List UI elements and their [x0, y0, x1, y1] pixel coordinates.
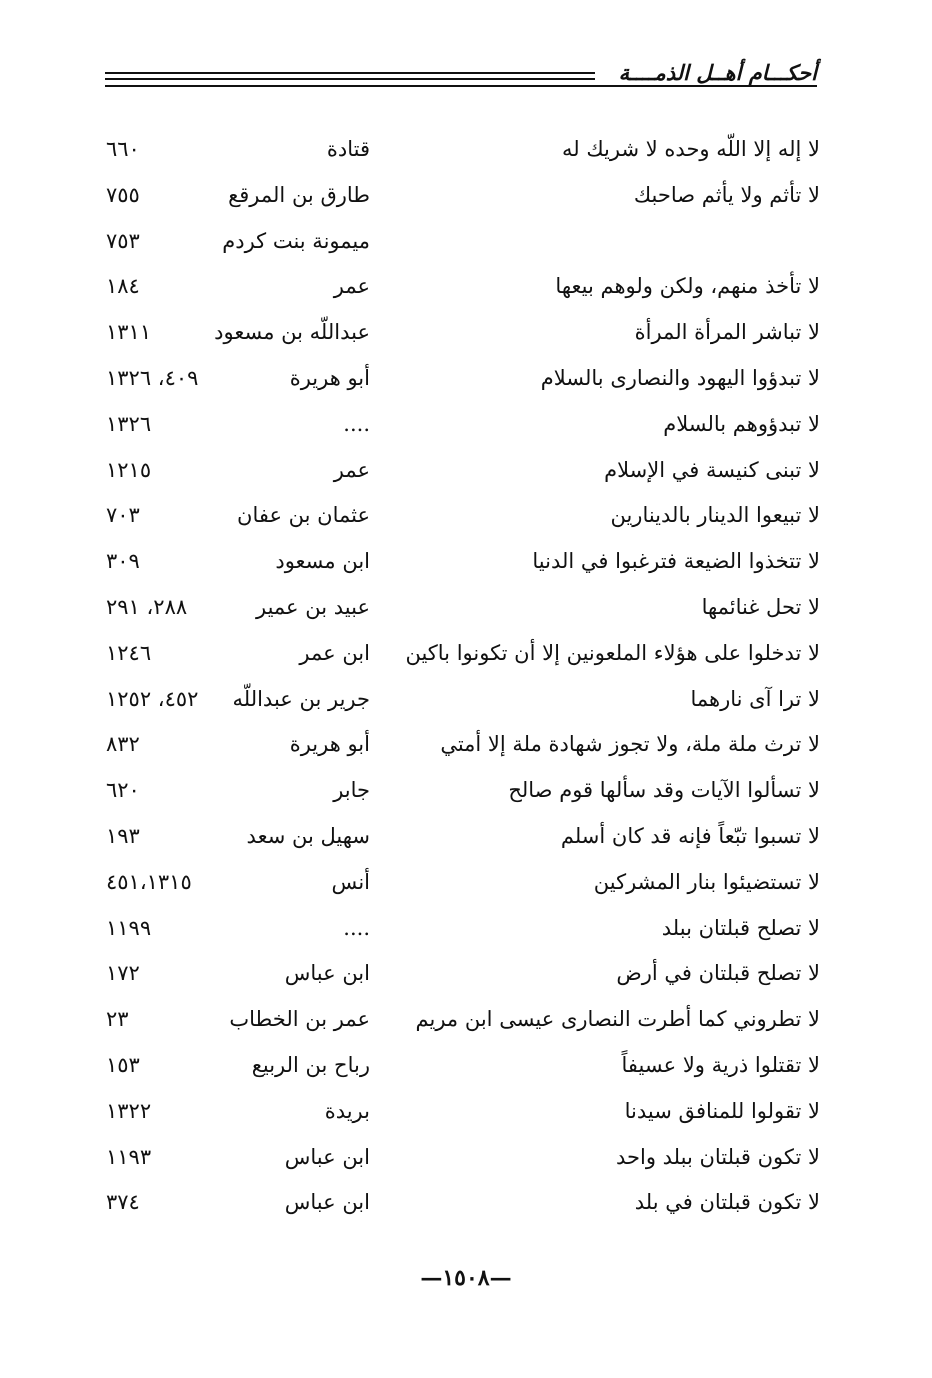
narrator-name: عبيد بن عمير [255, 594, 370, 619]
hadith-text: لا تصلح قبلتان ببلد [661, 915, 820, 940]
page-refs: ٤٥٢، ١٢٥٢ [106, 686, 199, 711]
narrator-name: ابن عمر [299, 640, 370, 665]
hadith-text: لا تكون قبلتان في بلد [634, 1190, 820, 1215]
hadith-text: لا تبدؤوهم بالسلام [663, 411, 820, 436]
page-refs: ١٣٢٢ [106, 1098, 152, 1123]
index-row [100, 1136, 820, 1182]
hadith-index-list [100, 128, 820, 1227]
header-rule [105, 85, 817, 87]
page-refs: ٦٢٠ [106, 778, 140, 803]
index-row [100, 311, 820, 357]
narrator-name: .... [343, 915, 370, 940]
narrator-name: .... [343, 411, 370, 436]
index-row [100, 998, 820, 1044]
index-row [100, 220, 820, 266]
narrator-name: جابر [333, 778, 370, 803]
narrator-name: عمر [333, 457, 370, 482]
hadith-text: لا تبدؤوا اليهود والنصارى بالسلام [540, 365, 820, 390]
page-refs: ٤٠٩، ١٣٢٦ [106, 365, 199, 390]
index-row [100, 540, 820, 586]
page-refs: ٣٠٩ [106, 549, 140, 574]
hadith-text: لا تدخلوا على هؤلاء الملعونين إلا أن تكونوا باكين [405, 640, 820, 665]
page-refs: ١٣٢٦ [106, 411, 152, 436]
index-row [100, 1090, 820, 1136]
book-title: أحكـــام أهــل الذمــــة [618, 61, 817, 85]
narrator-name: عبداللّه بن مسعود [214, 320, 370, 345]
hadith-text: لا تصلح قبلتان في أرض [616, 961, 820, 986]
page-refs: ١٨٤ [106, 274, 140, 299]
page-refs: ٦٦٠ [106, 137, 140, 161]
index-row [100, 678, 820, 724]
narrator-name: أنس [331, 869, 370, 894]
page-refs: ٧٥٥ [106, 182, 140, 207]
page-refs: ٢٣ [106, 1007, 129, 1032]
page-refs: ١٧٢ [106, 961, 140, 986]
page-refs: ٤٥١،١٣١٥ [106, 869, 192, 894]
page-refs: ١٣١١ [106, 320, 152, 345]
hadith-text: لا ترا آى نارهما [690, 686, 820, 711]
narrator-name: عمر [333, 274, 370, 299]
hadith-text: لا تسألوا الآيات وقد سألها قوم صالح [508, 778, 820, 803]
hadith-text: لا إله إلا اللّه وحده لا شريك له [562, 137, 820, 161]
index-row [100, 907, 820, 953]
index-row [100, 403, 820, 449]
hadith-text: لا تقولوا للمنافق سيدنا [624, 1098, 820, 1123]
hadith-text: لا تتخذوا الضيعة فترغبوا في الدنيا [532, 549, 820, 574]
running-header [105, 58, 817, 94]
index-row [100, 449, 820, 495]
index-row [100, 357, 820, 403]
index-row [100, 632, 820, 678]
narrator-name: قتادة [326, 137, 370, 161]
page-refs: ١١٩٣ [106, 1144, 152, 1169]
index-row [100, 769, 820, 815]
hadith-text: لا تستضيئوا بنار المشركين [593, 869, 820, 894]
index-row [100, 952, 820, 998]
index-row [100, 586, 820, 632]
hadith-text: لا تكون قبلتان ببلد واحد [615, 1144, 820, 1169]
page-refs: ١٥٣ [106, 1052, 140, 1077]
hadith-text: لا تأخذ منهم، ولكن ولوهم بيعها [555, 274, 820, 299]
header-rule [105, 72, 595, 74]
page-refs: ٧٥٣ [106, 228, 140, 253]
hadith-text: لا تأثم ولا يأثم صاحبك [633, 182, 820, 207]
hadith-text: لا تسبوا تبّعاً فإنه قد كان أسلم [560, 823, 820, 848]
index-row [100, 815, 820, 861]
index-row [100, 494, 820, 540]
index-row [100, 1181, 820, 1227]
page-refs: ١٩٣ [106, 823, 140, 848]
index-row [100, 1044, 820, 1090]
page-refs: ١٢١٥ [106, 457, 152, 482]
narrator-name: ميمونة بنت كردم [222, 228, 370, 253]
hadith-text: لا تبيعوا الدينار بالدينارين [610, 503, 820, 528]
narrator-name: سهيل بن سعد [246, 823, 370, 848]
page-refs: ١١٩٩ [106, 915, 152, 940]
index-row [100, 265, 820, 311]
narrator-name: ابن مسعود [275, 549, 370, 574]
narrator-name: ابن عباس [284, 961, 370, 986]
narrator-name: أبو هريرة [289, 365, 370, 390]
page-number: —١٥٠٨— [420, 1265, 512, 1291]
page-refs: ٣٧٤ [106, 1190, 140, 1215]
narrator-name: ابن عباس [284, 1144, 370, 1169]
hadith-text: لا تقتلوا ذرية ولا عسيفاً [621, 1052, 820, 1077]
narrator-name: جرير بن عبداللّه [232, 686, 370, 711]
narrator-name: بريدة [324, 1098, 370, 1123]
hadith-text: لا ترث ملة ملة، ولا تجوز شهادة ملة إلا أمتي [440, 732, 820, 757]
index-row [100, 128, 820, 174]
narrator-name: عثمان بن عفان [237, 503, 370, 528]
hadith-text: لا تحل غنائمها [701, 594, 820, 619]
index-row [100, 723, 820, 769]
narrator-name: ابن عباس [284, 1190, 370, 1215]
page-refs: ٧٠٣ [106, 503, 140, 528]
narrator-name: رباح بن الربيع [251, 1052, 370, 1077]
narrator-name: أبو هريرة [289, 732, 370, 757]
narrator-name: طارق بن المرقع [228, 182, 370, 207]
header-rule [105, 78, 595, 80]
hadith-text: لا تبنى كنيسة في الإسلام [604, 457, 820, 482]
index-row [100, 861, 820, 907]
narrator-name: عمر بن الخطاب [229, 1007, 370, 1032]
page-refs: ١٢٤٦ [106, 640, 152, 665]
hadith-text: لا تباشر المرأة المرأة [634, 320, 820, 345]
hadith-text: لا تطروني كما أطرت النصارى عيسى ابن مريم [415, 1007, 820, 1032]
index-row [100, 174, 820, 220]
page-refs: ٢٨٨، ٢٩١ [106, 594, 188, 619]
page-refs: ٨٣٢ [106, 732, 140, 757]
